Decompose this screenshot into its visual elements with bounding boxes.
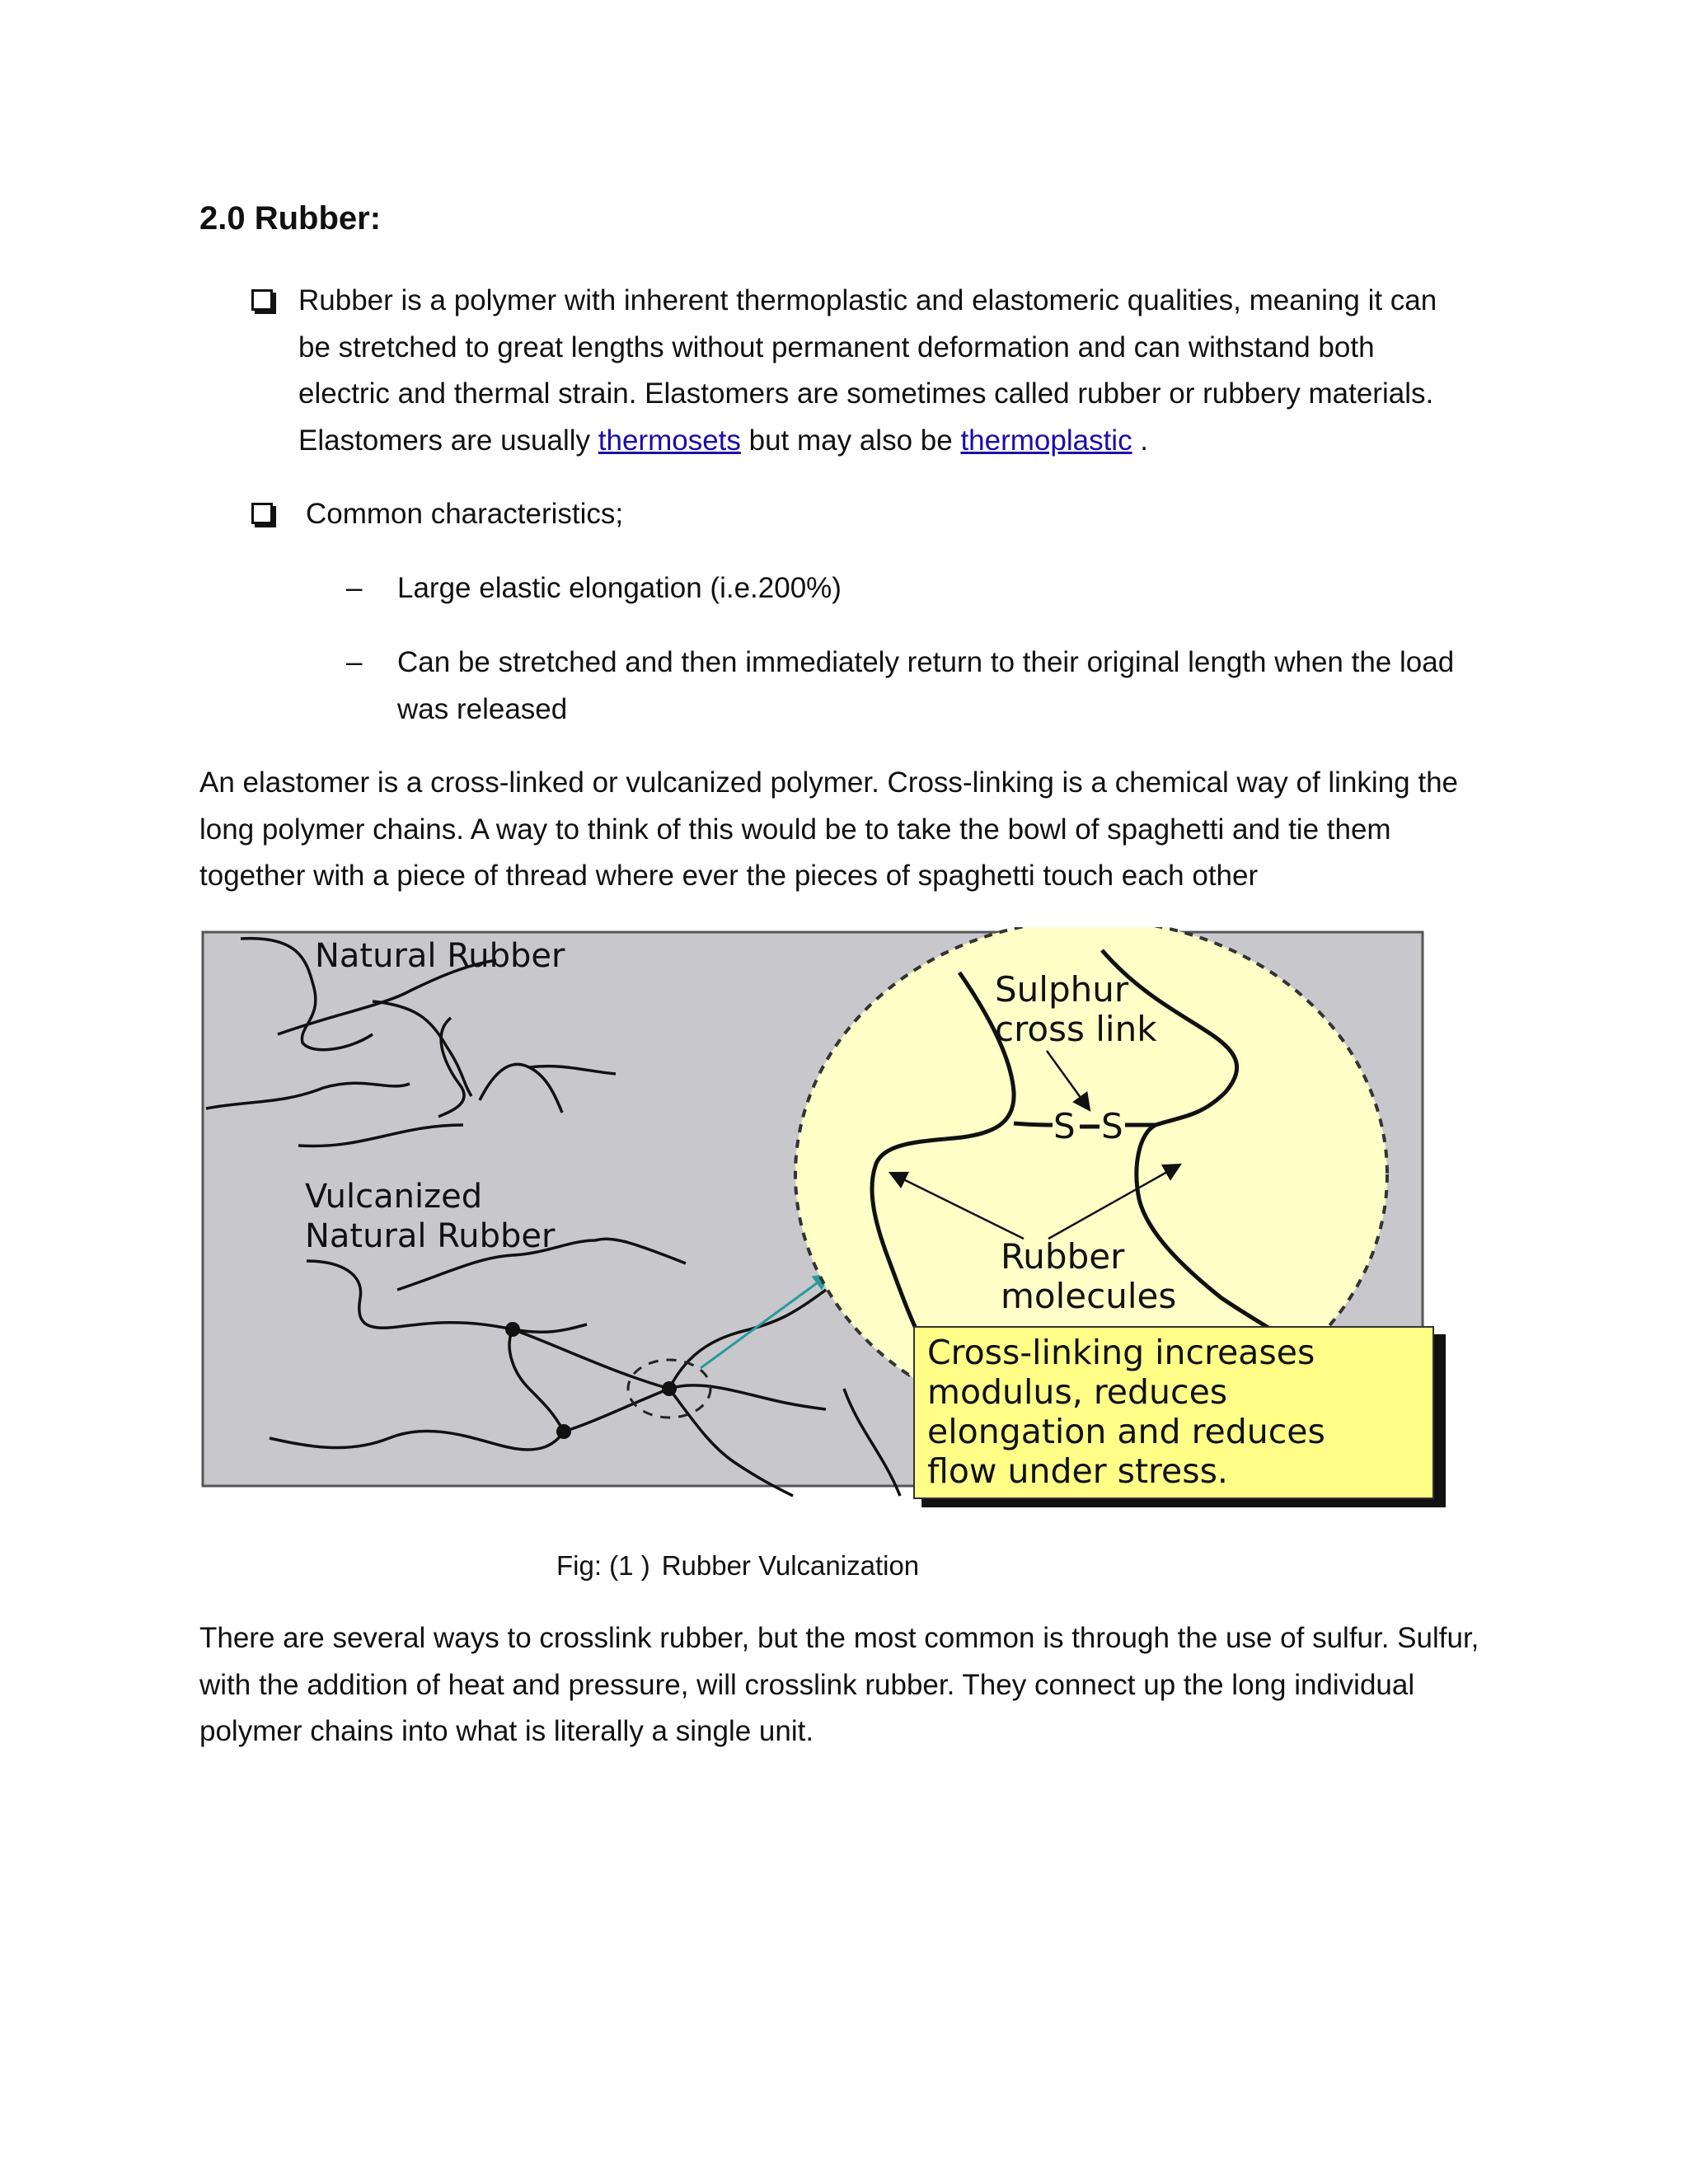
paragraph-elastomer: An elastomer is a cross-linked or vulcanized polymer. Cross-linking is a chemical way of linking the long polymer chains. A way to think of this would be to take the bowl of spaghetti and tie them together with a piece of thread where ever the pieces of spaghetti touch each other: [199, 766, 1459, 892]
checkbox-bullet-icon: [251, 289, 273, 311]
note-line: Cross-linking increases: [927, 1333, 1315, 1372]
note-line: elongation and reduces: [927, 1412, 1325, 1451]
bullet-text-part: .: [1132, 424, 1149, 457]
bullet-text: Common characteristics;: [306, 498, 624, 530]
crosslink-dot: [662, 1381, 677, 1396]
thermoplastic-link[interactable]: thermoplastic: [960, 424, 1132, 457]
sulphur-label: Sulphur: [995, 969, 1129, 1010]
bullet-text-part: Rubber is a polymer with inherent thermoplastic and elastomeric qualities, meaning it can be stretched to great lengths without permanent deformation and can withstand both electric and thermal strain. Elastomers are sometimes called rubber or rubbery materials. Elastomers are usually: [298, 284, 1437, 457]
figure-caption: [556, 1546, 931, 1586]
section-heading: 2.0 Rubber:: [199, 200, 382, 237]
dash-marker: –: [346, 646, 363, 678]
crosslink-dot: [556, 1424, 571, 1439]
dash-text: Can be stretched and then immediately return to their original length when the load was released: [397, 646, 1455, 725]
dash-marker: –: [346, 572, 363, 604]
caption-title: Rubber Vulcanization: [661, 1550, 920, 1581]
rubber-label: Rubber: [1001, 1236, 1125, 1277]
crosslink-dot: [505, 1322, 520, 1337]
vulcanization-figure: [199, 927, 1452, 1512]
thermosets-link[interactable]: thermosets: [598, 424, 741, 457]
molecules-label: molecules: [1001, 1276, 1177, 1316]
sulfur-atom-label: S: [1053, 1106, 1076, 1146]
caption-number: Fig: (1 ): [556, 1550, 650, 1581]
note-line: modulus, reduces: [927, 1372, 1228, 1412]
cross-link-label: cross link: [995, 1009, 1157, 1049]
checkbox-bullet-icon: [251, 503, 273, 524]
note-line: flow under stress.: [927, 1451, 1228, 1491]
natural-rubber-label-2: Natural Rubber: [305, 1217, 556, 1255]
natural-rubber-label: Natural Rubber: [315, 937, 565, 975]
bullet-text-part: but may also be: [740, 424, 961, 457]
bullet-text: [298, 278, 1469, 464]
paragraph-crosslink: There are several ways to crosslink rubber, but the most common is through the use of sulfur. Sulfur, with the addition of heat and pressure, will crosslink rubber. They connect up the long individual polymer chains into what is literally a single unit.: [199, 1622, 1479, 1747]
vulcanized-label: Vulcanized: [305, 1178, 483, 1216]
dash-text: Large elastic elongation (i.e.200%): [397, 572, 842, 604]
vulcanization-diagram: [199, 927, 1452, 1512]
sulfur-atom-label: S: [1101, 1106, 1123, 1146]
